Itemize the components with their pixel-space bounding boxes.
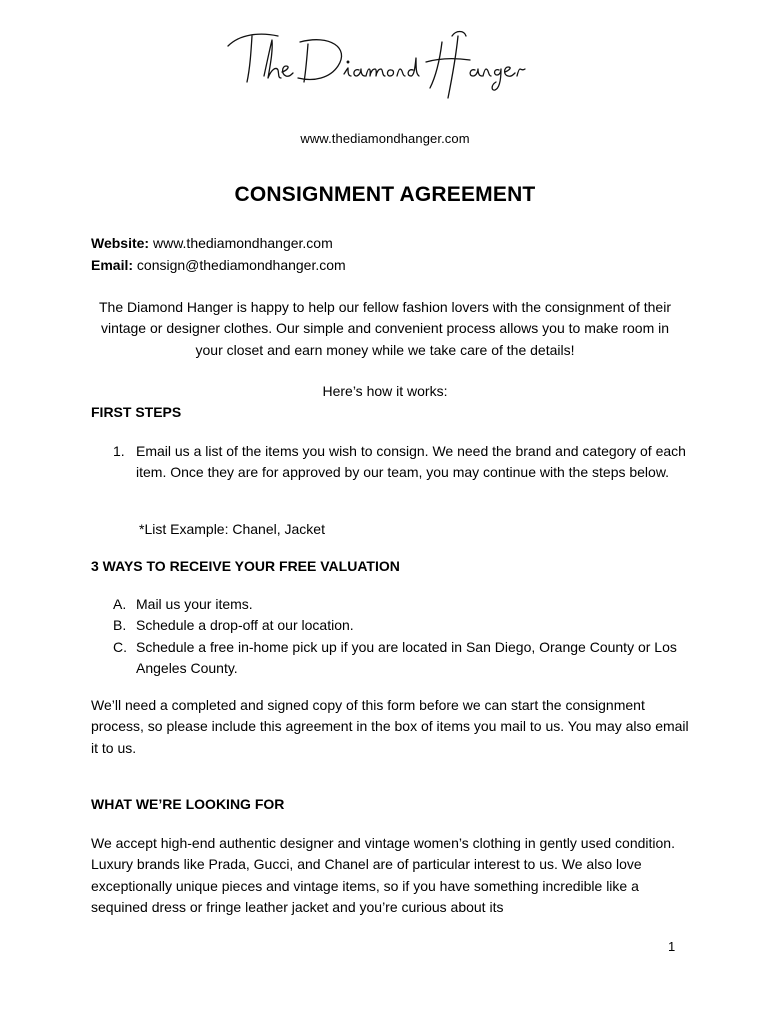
website-value[interactable]: www.thediamondhanger.com bbox=[149, 235, 333, 251]
looking-for-paragraph: We accept high-end authentic designer and vintage women’s clothing in gently used condition. Luxury brands like Prada, Gucci, and Chanel are of particular interest to us. We also love exceptionally unique pieces and vintage items, so if you have something incredible like a sequined dress or fringe leather jacket and you’re curious about its bbox=[91, 835, 675, 915]
list-marker: C. bbox=[113, 638, 127, 655]
valuation-way-item bbox=[91, 615, 691, 636]
list-item-text: Schedule a free in-home pick up if you are located in San Diego, Orange County or Los Angeles County. bbox=[136, 638, 677, 676]
document-title: CONSIGNMENT AGREEMENT bbox=[234, 183, 536, 206]
page-number: 1 bbox=[668, 939, 676, 954]
website-label: Website: bbox=[91, 235, 150, 251]
list-item-text: Schedule a drop-off at our location. bbox=[136, 617, 354, 634]
first-steps-heading: FIRST STEPS bbox=[91, 404, 182, 420]
email-info-line bbox=[91, 257, 346, 273]
list-marker: 1. bbox=[113, 443, 125, 459]
intro-paragraph: The Diamond Hanger is happy to help our fellow fashion lovers with the consignment of their vintage or designer clothes. Our simple and convenient process allows you to make room in your closet and earn money while we take care of the details! bbox=[99, 299, 671, 358]
valuation-way-item bbox=[91, 594, 691, 615]
list-marker: A. bbox=[113, 596, 127, 612]
list-marker: B. bbox=[113, 617, 127, 634]
brand-logo-script bbox=[220, 22, 550, 100]
list-item-text: Email us a list of the items you wish to consign. We need the brand and category of each item. Once they are for approved by our team, you may continue with the steps below. bbox=[136, 443, 686, 481]
website-info-line bbox=[91, 235, 333, 251]
valuation-ways-list bbox=[91, 594, 691, 679]
email-label: Email: bbox=[91, 257, 134, 273]
header-website-url[interactable]: www.thediamondhanger.com bbox=[300, 131, 470, 146]
first-steps-list bbox=[91, 441, 691, 484]
brand-logo bbox=[220, 22, 550, 100]
looking-for-heading: WHAT WE’RE LOOKING FOR bbox=[91, 796, 285, 812]
email-value[interactable]: consign@thediamondhanger.com bbox=[133, 257, 346, 273]
how-it-works-line: Here’s how it works: bbox=[322, 383, 448, 399]
list-item-text: Mail us your items. bbox=[136, 596, 253, 612]
valuation-way-item bbox=[91, 637, 691, 680]
agreement-note-paragraph: We’ll need a completed and signed copy of this form before we can start the consignment process, so please include this agreement in the box of items you mail to us. You may also email it to us. bbox=[91, 697, 689, 756]
list-example-note: *List Example: Chanel, Jacket bbox=[139, 521, 325, 537]
first-steps-item bbox=[91, 441, 691, 484]
valuation-heading: 3 WAYS TO RECEIVE YOUR FREE VALUATION bbox=[91, 558, 400, 574]
